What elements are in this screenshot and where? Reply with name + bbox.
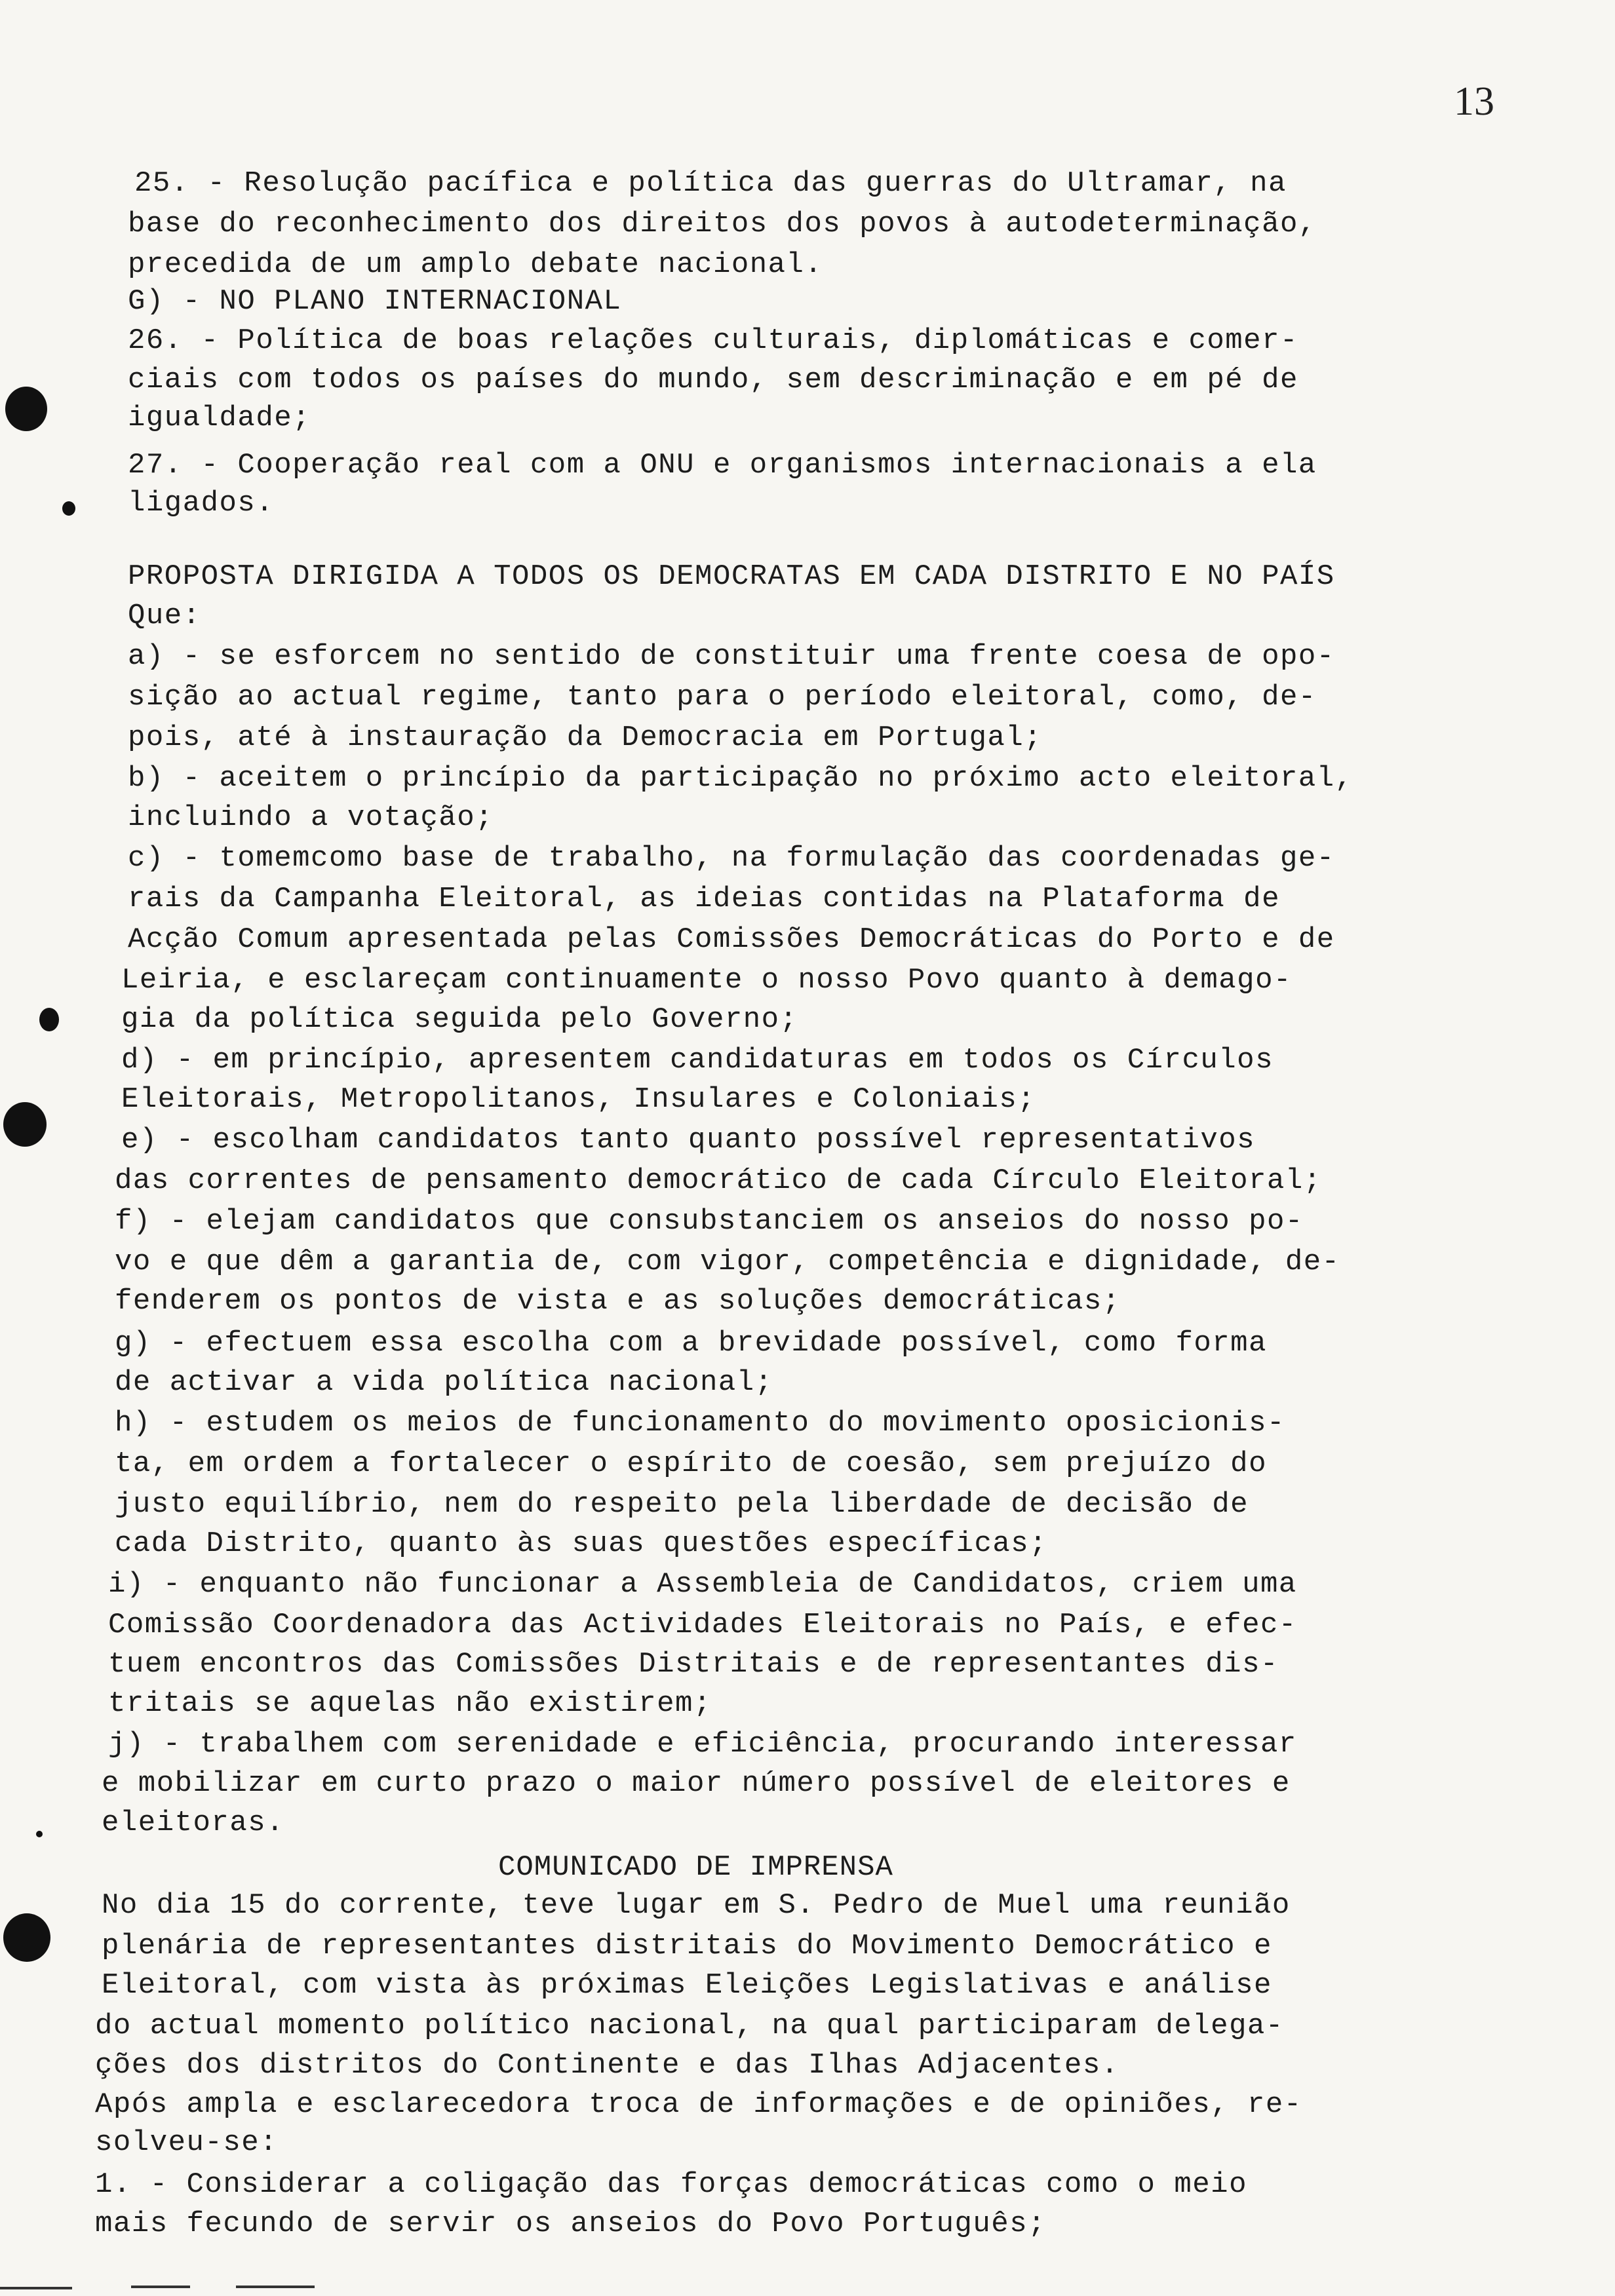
- text-line: Eleitorais, Metropolitanos, Insulares e Coloniais;: [121, 1083, 1036, 1116]
- punch-hole: [3, 1102, 47, 1147]
- text-line: f) - elejam candidatos que consubstanciem os anseios do nosso po-: [115, 1205, 1304, 1238]
- text-line: Eleitoral, com vista às próximas Eleições Legislativas e análise: [102, 1969, 1272, 2002]
- text-line: vo e que dêm a garantia de, com vigor, competência e dignidade, de-: [115, 1246, 1340, 1278]
- text-line: tritais se aquelas não existirem;: [108, 1687, 712, 1720]
- text-line: fenderem os pontos de vista e as soluções democráticas;: [115, 1285, 1121, 1318]
- text-line: Comissão Coordenadora das Actividades Eleitorais no País, e efec-: [108, 1609, 1297, 1641]
- text-line: Após ampla e esclarecedora troca de informações e de opiniões, re-: [95, 2088, 1302, 2121]
- text-line: cada Distrito, quanto às suas questões específicas;: [115, 1527, 1048, 1560]
- text-line: Leiria, e esclareçam continuamente o nosso Povo quanto à demago-: [121, 964, 1292, 997]
- text-line: precedida de um amplo debate nacional.: [128, 248, 823, 281]
- text-line: pois, até à instauração da Democracia em Portugal;: [128, 721, 1043, 754]
- text-line: igualdade;: [128, 402, 311, 434]
- punch-hole: [3, 1913, 50, 1962]
- text-line: do actual momento político nacional, na qual participaram delega-: [95, 2010, 1284, 2042]
- text-line: Acção Comum apresentada pelas Comissões Democráticas do Porto e de: [128, 923, 1335, 956]
- bottom-rule: [131, 2286, 190, 2288]
- text-line: rais da Campanha Eleitoral, as ideias contidas na Plataforma de: [128, 883, 1280, 915]
- text-line: b) - aceitem o princípio da participação no próximo acto eleitoral,: [128, 762, 1353, 795]
- text-line: e) - escolham candidatos tanto quanto possível representativos: [121, 1124, 1256, 1157]
- text-line: das correntes de pensamento democrático de cada Círculo Eleitoral;: [115, 1164, 1322, 1197]
- text-line: ciais com todos os países do mundo, sem descriminação e em pé de: [128, 364, 1298, 396]
- text-line: plenária de representantes distritais do Movimento Democrático e: [102, 1930, 1272, 1962]
- page-number: 13: [1454, 79, 1494, 124]
- ink-mark: [36, 1831, 43, 1837]
- text-line: solveu-se:: [95, 2126, 279, 2159]
- press-release-heading: COMUNICADO DE IMPRENSA: [498, 1851, 893, 1884]
- text-line: d) - em princípio, apresentem candidaturas em todos os Círculos: [121, 1044, 1274, 1077]
- text-line: 1. - Considerar a coligação das forças democráticas como o meio: [95, 2168, 1247, 2201]
- ink-mark: [62, 501, 75, 516]
- text-line: incluindo a votação;: [128, 801, 494, 834]
- text-line: mais fecundo de servir os anseios do Povo Português;: [95, 2208, 1047, 2240]
- bottom-rule: [0, 2287, 72, 2289]
- text-line: i) - enquanto não funcionar a Assembleia de Candidatos, criem uma: [108, 1568, 1297, 1601]
- punch-hole: [5, 387, 47, 431]
- bottom-rule: [236, 2286, 315, 2288]
- text-line: ta, em ordem a fortalecer o espírito de coesão, sem prejuízo do: [115, 1447, 1267, 1480]
- text-line: Que:: [128, 600, 201, 632]
- text-line: base do reconhecimento dos direitos dos povos à autodeterminação,: [128, 208, 1317, 240]
- text-line: j) - trabalhem com serenidade e eficiência, procurando interessar: [108, 1728, 1297, 1761]
- punch-hole: [39, 1008, 59, 1031]
- text-line: justo equilíbrio, nem do respeito pela liberdade de decisão de: [115, 1488, 1249, 1521]
- proposal-heading: PROPOSTA DIRIGIDA A TODOS OS DEMOCRATAS EM CADA DISTRITO E NO PAÍS: [128, 560, 1335, 593]
- text-line: g) - efectuem essa escolha com a brevidade possível, como forma: [115, 1327, 1267, 1360]
- text-line: tuem encontros das Comissões Distritais e de representantes dis-: [108, 1648, 1279, 1681]
- text-line: e mobilizar em curto prazo o maior número possível de eleitores e: [102, 1767, 1291, 1800]
- text-line: eleitoras.: [102, 1807, 285, 1839]
- text-line: ligados.: [128, 487, 275, 520]
- text-line: gia da política seguida pelo Governo;: [121, 1003, 798, 1036]
- text-line: a) - se esforcem no sentido de constituir uma frente coesa de opo-: [128, 640, 1335, 673]
- section-heading: G) - NO PLANO INTERNACIONAL: [128, 285, 622, 318]
- text-line: No dia 15 do corrente, teve lugar em S. Pedro de Muel uma reunião: [102, 1889, 1291, 1922]
- text-line: ções dos distritos do Continente e das Ilhas Adjacentes.: [95, 2049, 1119, 2082]
- text-line: 26. - Política de boas relações culturais, diplomáticas e comer-: [128, 324, 1298, 357]
- text-line: 25. - Resolução pacífica e política das guerras do Ultramar, na: [134, 167, 1287, 200]
- text-line: c) - tomemcomo base de trabalho, na formulação das coordenadas ge-: [128, 842, 1335, 875]
- text-line: h) - estudem os meios de funcionamento do movimento oposicionis-: [115, 1407, 1285, 1440]
- text-line: de activar a vida política nacional;: [115, 1366, 773, 1399]
- text-line: sição ao actual regime, tanto para o período eleitoral, como, de-: [128, 681, 1317, 714]
- text-line: 27. - Cooperação real com a ONU e organismos internacionais a ela: [128, 449, 1317, 482]
